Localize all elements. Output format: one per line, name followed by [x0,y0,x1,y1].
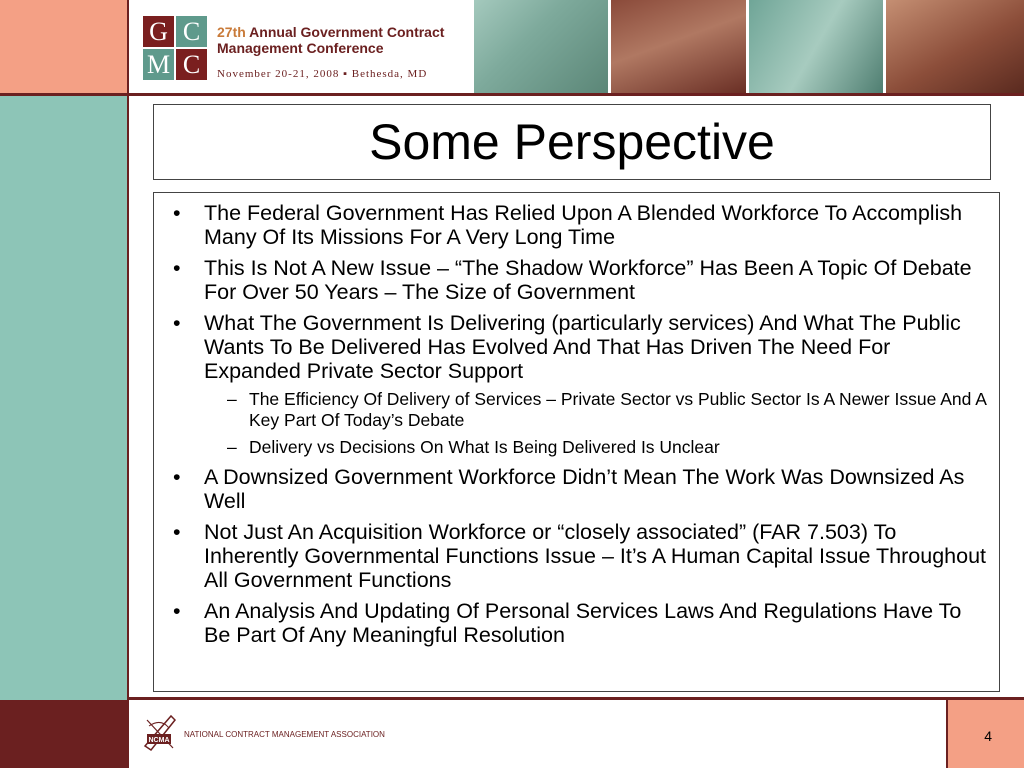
ncma-logo-icon [141,712,179,754]
sub-bullet-list [204,389,987,458]
photo-1 [471,0,608,93]
photo-3 [746,0,883,93]
conference-title [217,24,457,56]
conference-date: November 20-21, 2008 ▪ Bethesda, MD [217,68,428,80]
ncma-logo-text: NCMA [148,737,170,744]
bullet-item [154,256,987,304]
bullet-list [154,193,999,647]
photo-4 [883,0,1024,93]
left-accent-bottom [0,700,128,768]
bullet-item [154,599,987,647]
logo-letter: C [176,49,207,80]
page-number: 4 [984,728,992,744]
header-banner [129,0,1024,93]
organization-name: NATIONAL CONTRACT MANAGEMENT ASSOCIATION [184,730,385,739]
header-rule [0,93,1024,96]
left-accent-top [0,0,128,95]
footer [129,700,946,768]
bullet-text: What The Government Is Delivering (particularly services) And What The Public Wants To Be Delivered Has Evolved And That Has Driven The Need For Expanded Private Sector Support [204,311,961,383]
bullet-text: The Federal Government Has Relied Upon A Blended Workforce To Accomplish Many Of Its Missions For A Very Long Time [204,201,963,249]
bullet-item [154,311,987,458]
slide-title: Some Perspective [369,114,775,170]
logo-letter: C [176,16,207,47]
photo-strip [471,0,1024,93]
slide-content [153,192,1000,692]
conference-title-text: Annual Government Contract Management Conference [217,24,445,56]
bullet-text: An Analysis And Updating Of Personal Services Laws And Regulations Have To Be Part Of Any Meaningful Resolution [204,599,962,647]
logo-letter: G [143,16,174,47]
bullet-item [154,465,987,513]
bullet-text: This Is Not A New Issue – “The Shadow Workforce” Has Been A Topic Of Debate For Over 50 Years – The Size of Government [204,256,972,304]
conference-ordinal: 27th [217,24,246,40]
logo-letter: M [143,49,174,80]
sub-bullet-item: – The Efficiency Of Delivery of Services – Private Sector vs Public Sector Is A Newer Issue And A Key Part Of Today’s Debate [204,389,987,431]
left-divider [127,0,129,768]
bullet-text: Not Just An Acquisition Workforce or “closely associated” (FAR 7.503) To Inherently Governmental Functions Issue – It’s A Human Capital Issue Throughout All Government Functions [204,520,986,592]
gcmc-logo [143,16,207,80]
photo-2 [608,0,745,93]
sub-bullet-item: – Delivery vs Decisions On What Is Being Delivered Is Unclear [204,437,987,458]
bullet-text: A Downsized Government Workforce Didn’t Mean The Work Was Downsized As Well [204,465,965,513]
page-number-box [946,700,1024,768]
bullet-item [154,520,987,592]
bullet-item [154,201,987,249]
slide-title-box [153,104,991,180]
left-accent-middle [0,95,128,700]
